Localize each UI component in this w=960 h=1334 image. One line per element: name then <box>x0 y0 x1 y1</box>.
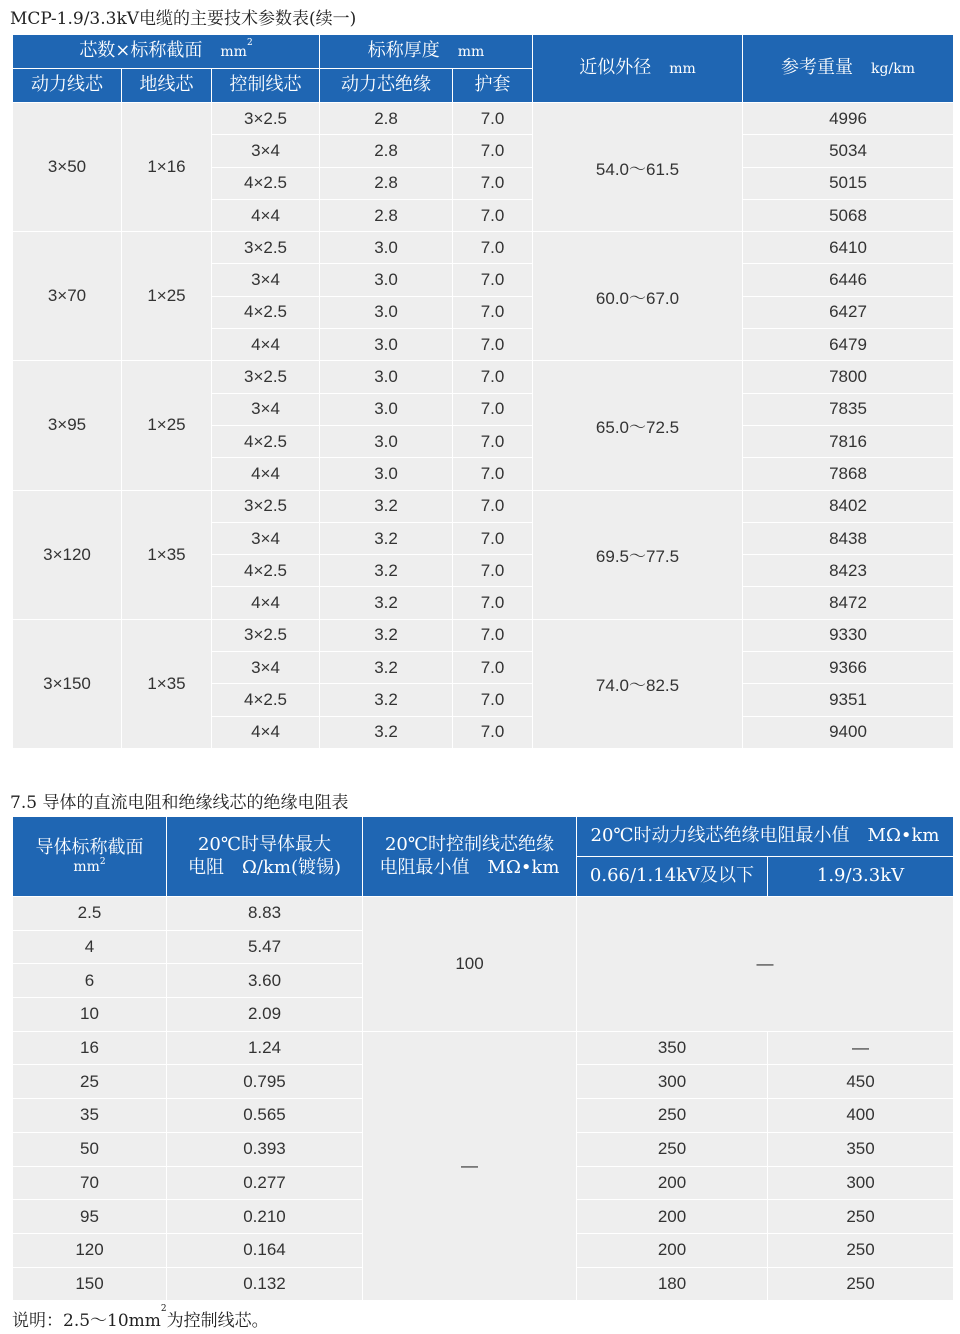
weight-cell: 8472 <box>743 587 954 619</box>
sheath-thickness-cell: 7.0 <box>453 652 533 684</box>
insulation-thickness-cell: 3.0 <box>320 393 453 425</box>
sheath-thickness-cell: 7.0 <box>453 716 533 748</box>
control-core-cell: 4×2.5 <box>212 425 320 457</box>
power-core-cell: 3×120 <box>13 490 122 619</box>
header-power-insulation-resistance: 20℃时动力线芯绝缘电阻最小值 MΩ•km <box>577 817 954 857</box>
resistance-cell: 8.83 <box>167 897 363 931</box>
sheath-thickness-cell: 7.0 <box>453 199 533 231</box>
conductor-section-cell: 16 <box>13 1031 167 1065</box>
control-core-cell: 4×2.5 <box>212 684 320 716</box>
header-ground-core: 地线芯 <box>122 69 212 103</box>
control-insulation-cell: — <box>363 1031 577 1301</box>
sheath-thickness-cell: 7.0 <box>453 425 533 457</box>
conductor-section-cell: 150 <box>13 1267 167 1301</box>
resistance-cell: 0.795 <box>167 1065 363 1099</box>
header-power-insulation: 动力芯绝缘 <box>320 69 453 103</box>
high-voltage-cell: 300 <box>768 1166 954 1200</box>
weight-cell: 5015 <box>743 167 954 199</box>
sheath-thickness-cell: 7.0 <box>453 103 533 135</box>
insulation-thickness-cell: 3.2 <box>320 684 453 716</box>
insulation-thickness-cell: 2.8 <box>320 167 453 199</box>
sheath-thickness-cell: 7.0 <box>453 296 533 328</box>
weight-cell: 7868 <box>743 458 954 490</box>
weight-cell: 7800 <box>743 361 954 393</box>
header-cores-section: 芯数×标称截面 $mm^2$ <box>13 35 320 69</box>
sheath-thickness-cell: 7.0 <box>453 264 533 296</box>
insulation-thickness-cell: 3.0 <box>320 425 453 457</box>
header-weight: 参考重量 kg/km <box>743 35 954 103</box>
control-core-cell: 3×4 <box>212 135 320 167</box>
weight-cell: 6410 <box>743 232 954 264</box>
power-core-cell: 3×50 <box>13 103 122 232</box>
weight-cell: 9400 <box>743 716 954 748</box>
power-core-cell: 3×70 <box>13 232 122 361</box>
weight-cell: 8438 <box>743 522 954 554</box>
insulation-thickness-cell: 3.2 <box>320 555 453 587</box>
weight-cell: 5068 <box>743 199 954 231</box>
header-diameter: 近似外径 mm <box>533 35 743 103</box>
conductor-section-cell: 10 <box>13 998 167 1032</box>
cable-parameters-table <box>12 34 954 749</box>
header-thickness: 标称厚度 mm <box>320 35 533 69</box>
control-core-cell: 3×4 <box>212 652 320 684</box>
ground-core-cell: 1×35 <box>122 619 212 748</box>
header-conductor-section: 导体标称截面 $mm^2$ <box>13 817 167 897</box>
low-voltage-cell: 200 <box>577 1233 768 1267</box>
sheath-thickness-cell: 7.0 <box>453 329 533 361</box>
insulation-thickness-cell: 3.2 <box>320 587 453 619</box>
insulation-thickness-cell: 3.2 <box>320 490 453 522</box>
insulation-thickness-cell: 3.0 <box>320 296 453 328</box>
insulation-thickness-cell: 2.8 <box>320 135 453 167</box>
control-insulation-cell: 100 <box>363 897 577 1032</box>
footnote: 说明：$2.5\sim 10mm^2$为控制线芯。 <box>12 1304 269 1331</box>
resistance-cell: 5.47 <box>167 930 363 964</box>
power-core-cell: 3×95 <box>13 361 122 490</box>
resistance-table <box>12 816 954 1301</box>
weight-cell: 4996 <box>743 103 954 135</box>
control-core-cell: 4×4 <box>212 716 320 748</box>
weight-cell: 9366 <box>743 652 954 684</box>
low-voltage-cell: 350 <box>577 1031 768 1065</box>
low-voltage-cell: 250 <box>577 1132 768 1166</box>
control-core-cell: 4×4 <box>212 329 320 361</box>
header-control-insulation: 20℃时控制线芯绝缘 电阻最小值 MΩ•km <box>363 817 577 897</box>
insulation-thickness-cell: 2.8 <box>320 103 453 135</box>
sheath-thickness-cell: 7.0 <box>453 361 533 393</box>
insulation-thickness-cell: 3.2 <box>320 716 453 748</box>
control-core-cell: 3×2.5 <box>212 619 320 651</box>
table-row <box>13 361 954 393</box>
control-core-cell: 3×4 <box>212 264 320 296</box>
diameter-cell: 54.0～61.5 <box>533 103 743 232</box>
low-voltage-cell: 250 <box>577 1099 768 1133</box>
control-core-cell: 3×2.5 <box>212 103 320 135</box>
high-voltage-cell: — <box>768 1031 954 1065</box>
insulation-thickness-cell: 3.0 <box>320 264 453 296</box>
conductor-section-cell: 70 <box>13 1166 167 1200</box>
insulation-thickness-cell: 3.0 <box>320 232 453 264</box>
table-row <box>13 1031 954 1065</box>
header-max-resistance: 20℃时导体最大 电阻 Ω/km(镀锡) <box>167 817 363 897</box>
header-control-core: 控制线芯 <box>212 69 320 103</box>
conductor-section-cell: 6 <box>13 964 167 998</box>
weight-cell: 9351 <box>743 684 954 716</box>
table-row <box>13 897 954 931</box>
table1-caption: MCP-1.9/3.3kV电缆的主要技术参数表(续一) <box>10 9 357 29</box>
resistance-cell: 0.393 <box>167 1132 363 1166</box>
weight-cell: 8423 <box>743 555 954 587</box>
resistance-cell: 1.24 <box>167 1031 363 1065</box>
insulation-thickness-cell: 3.0 <box>320 458 453 490</box>
resistance-cell: 3.60 <box>167 964 363 998</box>
control-core-cell: 4×2.5 <box>212 296 320 328</box>
resistance-cell: 0.132 <box>167 1267 363 1301</box>
control-core-cell: 3×2.5 <box>212 361 320 393</box>
sheath-thickness-cell: 7.0 <box>453 619 533 651</box>
power-insulation-cell: — <box>577 897 954 1032</box>
table-row <box>13 103 954 135</box>
header-power-core: 动力线芯 <box>13 69 122 103</box>
ground-core-cell: 1×35 <box>122 490 212 619</box>
sheath-thickness-cell: 7.0 <box>453 135 533 167</box>
control-core-cell: 4×4 <box>212 199 320 231</box>
weight-cell: 5034 <box>743 135 954 167</box>
diameter-cell: 65.0～72.5 <box>533 361 743 490</box>
diameter-cell: 60.0～67.0 <box>533 232 743 361</box>
diameter-cell: 69.5～77.5 <box>533 490 743 619</box>
weight-cell: 9330 <box>743 619 954 651</box>
conductor-section-cell: 4 <box>13 930 167 964</box>
sheath-thickness-cell: 7.0 <box>453 458 533 490</box>
insulation-thickness-cell: 3.2 <box>320 522 453 554</box>
conductor-section-cell: 25 <box>13 1065 167 1099</box>
insulation-thickness-cell: 3.2 <box>320 652 453 684</box>
table-row <box>13 490 954 522</box>
control-core-cell: 3×2.5 <box>212 490 320 522</box>
control-core-cell: 3×2.5 <box>212 232 320 264</box>
weight-cell: 7816 <box>743 425 954 457</box>
control-core-cell: 4×4 <box>212 458 320 490</box>
resistance-cell: 0.565 <box>167 1099 363 1133</box>
header-high-voltage: 1.9/3.3kV <box>768 857 954 897</box>
conductor-section-cell: 2.5 <box>13 897 167 931</box>
control-core-cell: 3×4 <box>212 522 320 554</box>
ground-core-cell: 1×16 <box>122 103 212 232</box>
control-core-cell: 4×2.5 <box>212 167 320 199</box>
high-voltage-cell: 400 <box>768 1099 954 1133</box>
insulation-thickness-cell: 3.0 <box>320 329 453 361</box>
high-voltage-cell: 450 <box>768 1065 954 1099</box>
weight-cell: 6446 <box>743 264 954 296</box>
high-voltage-cell: 250 <box>768 1200 954 1234</box>
resistance-cell: 2.09 <box>167 998 363 1032</box>
weight-cell: 7835 <box>743 393 954 425</box>
weight-cell: 8402 <box>743 490 954 522</box>
ground-core-cell: 1×25 <box>122 232 212 361</box>
table-row <box>13 619 954 651</box>
conductor-section-cell: 50 <box>13 1132 167 1166</box>
insulation-thickness-cell: 3.0 <box>320 361 453 393</box>
sheath-thickness-cell: 7.0 <box>453 232 533 264</box>
sheath-thickness-cell: 7.0 <box>453 587 533 619</box>
insulation-thickness-cell: 2.8 <box>320 199 453 231</box>
low-voltage-cell: 200 <box>577 1166 768 1200</box>
control-core-cell: 4×4 <box>212 587 320 619</box>
sheath-thickness-cell: 7.0 <box>453 684 533 716</box>
resistance-cell: 0.164 <box>167 1233 363 1267</box>
high-voltage-cell: 350 <box>768 1132 954 1166</box>
ground-core-cell: 1×25 <box>122 361 212 490</box>
table2-caption: 7.5 导体的直流电阻和绝缘线芯的绝缘电阻表 <box>10 793 349 813</box>
header-sheath: 护套 <box>453 69 533 103</box>
control-core-cell: 3×4 <box>212 393 320 425</box>
conductor-section-cell: 95 <box>13 1200 167 1234</box>
conductor-section-cell: 120 <box>13 1233 167 1267</box>
table-row <box>13 232 954 264</box>
resistance-cell: 0.210 <box>167 1200 363 1234</box>
sheath-thickness-cell: 7.0 <box>453 393 533 425</box>
control-core-cell: 4×2.5 <box>212 555 320 587</box>
diameter-cell: 74.0～82.5 <box>533 619 743 748</box>
low-voltage-cell: 200 <box>577 1200 768 1234</box>
sheath-thickness-cell: 7.0 <box>453 167 533 199</box>
high-voltage-cell: 250 <box>768 1233 954 1267</box>
power-core-cell: 3×150 <box>13 619 122 748</box>
sheath-thickness-cell: 7.0 <box>453 522 533 554</box>
weight-cell: 6427 <box>743 296 954 328</box>
weight-cell: 6479 <box>743 329 954 361</box>
low-voltage-cell: 300 <box>577 1065 768 1099</box>
header-low-voltage: 0.66/1.14kV及以下 <box>577 857 768 897</box>
sheath-thickness-cell: 7.0 <box>453 490 533 522</box>
insulation-thickness-cell: 3.2 <box>320 619 453 651</box>
conductor-section-cell: 35 <box>13 1099 167 1133</box>
sheath-thickness-cell: 7.0 <box>453 555 533 587</box>
resistance-cell: 0.277 <box>167 1166 363 1200</box>
high-voltage-cell: 250 <box>768 1267 954 1301</box>
low-voltage-cell: 180 <box>577 1267 768 1301</box>
